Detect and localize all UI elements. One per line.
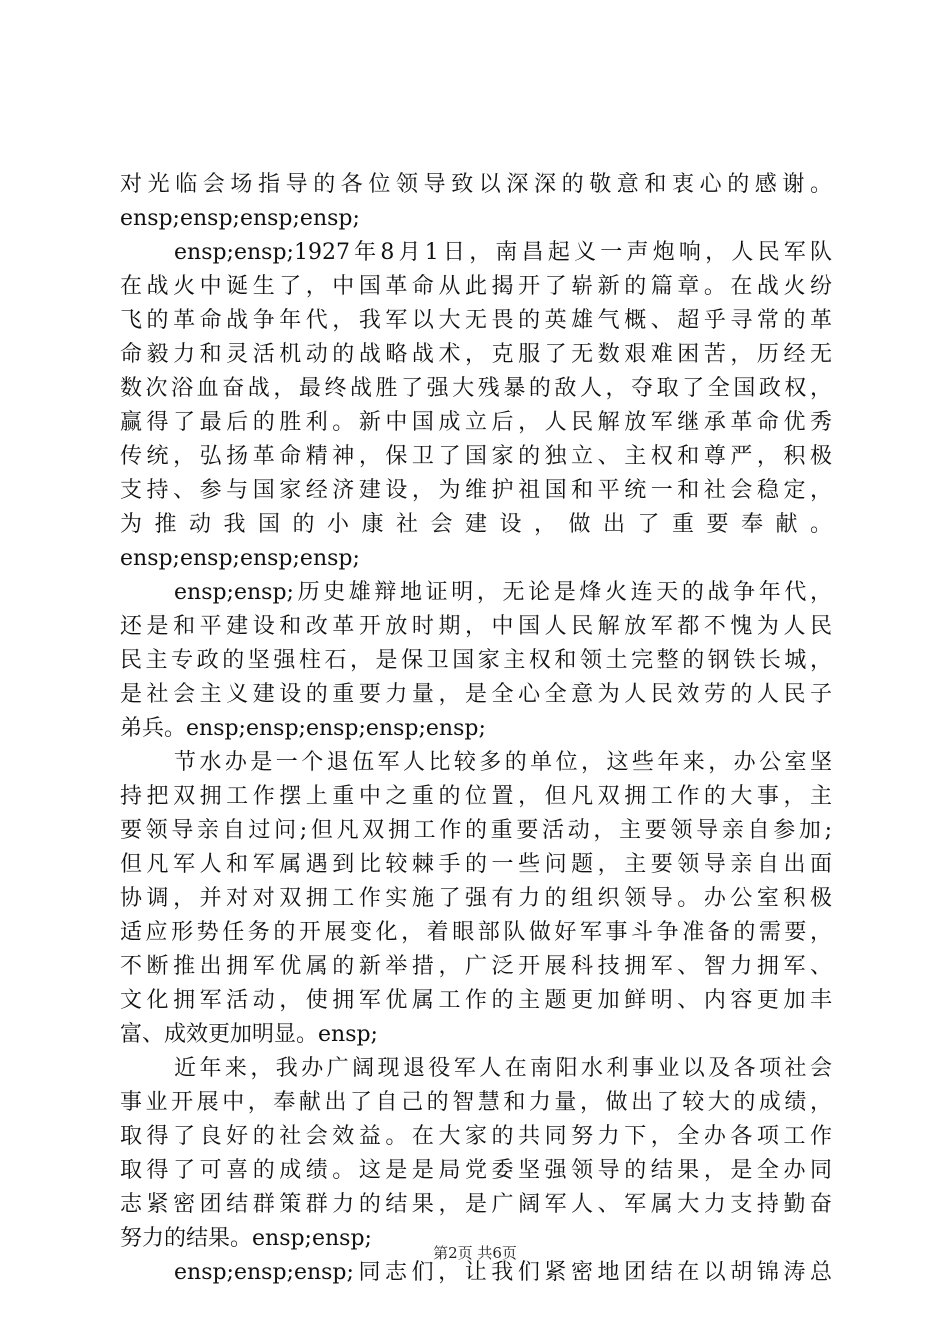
text-line: 近年来，我办广阔现退役军人在南阳水利事业以及各项社会	[174, 1056, 832, 1081]
text-line: 取得了可喜的成绩。这是是局党委坚强领导的结果，是全办同	[120, 1158, 832, 1183]
text-line: 在战火中诞生了，中国革命从此揭开了崭新的篇章。在战火纷	[120, 274, 832, 299]
text-line: 飞的革命战争年代，我军以大无畏的英雄气概、超乎寻常的革	[120, 308, 832, 333]
page-number-footer: 第2页 共6页	[433, 1244, 517, 1262]
text-line: ensp;ensp;1927年8月1日，南昌起义一声炮响，人民军队	[174, 240, 832, 265]
text-line: 适应形势任务的开展变化，着眼部队做好军事斗争准备的需要，	[120, 920, 832, 945]
text-line: 数次浴血奋战，最终战胜了强大残暴的敌人，夺取了全国政权，	[120, 376, 832, 401]
text-line: 传统，弘扬革命精神，保卫了国家的独立、主权和尊严，积极	[120, 444, 832, 469]
text-line: 不断推出拥军优属的新举措，广泛开展科技拥军、智力拥军、	[120, 954, 832, 979]
text-line: 弟兵。ensp;ensp;ensp;ensp;ensp;	[120, 716, 486, 741]
text-line: ensp;ensp;ensp;ensp;	[120, 546, 360, 571]
text-line: 为推动我国的小康社会建设，做出了重要奉献。	[120, 512, 832, 537]
text-line: 富、成效更加明显。ensp;	[120, 1022, 378, 1047]
text-line: 赢得了最后的胜利。新中国成立后，人民解放军继承革命优秀	[120, 410, 832, 435]
text-line: ensp;ensp;ensp;同志们，让我们紧密地团结在以胡锦涛总	[174, 1260, 832, 1285]
text-line: 是社会主义建设的重要力量，是全心全意为人民效劳的人民子	[120, 682, 832, 707]
text-line: 支持、参与国家经济建设，为维护祖国和平统一和社会稳定，	[120, 478, 832, 503]
text-line: 还是和平建设和改革开放时期，中国人民解放军都不愧为人民	[120, 614, 832, 639]
text-line: 事业开展中，奉献出了自己的智慧和力量，做出了较大的成绩，	[120, 1090, 832, 1115]
text-line: ensp;ensp;历史雄辩地证明，无论是烽火连天的战争年代，	[174, 580, 832, 605]
text-line: 要领导亲自过问;但凡双拥工作的重要活动，主要领导亲自参加;	[120, 818, 832, 843]
text-line: 命毅力和灵活机动的战略战术，克服了无数艰难困苦，历经无	[120, 342, 832, 367]
text-line: 努力的结果。ensp;ensp;	[120, 1226, 372, 1251]
text-line: 持把双拥工作摆上重中之重的位置，但凡双拥工作的大事，主	[120, 784, 832, 809]
text-line: 协调，并对对双拥工作实施了强有力的组织领导。办公室积极	[120, 886, 832, 911]
text-line: 取得了良好的社会效益。在大家的共同努力下，全办各项工作	[120, 1124, 832, 1149]
text-line: 民主专政的坚强柱石，是保卫国家主权和领土完整的钢铁长城，	[120, 648, 832, 673]
text-line: 志紧密团结群策群力的结果，是广阔军人、军属大力支持勤奋	[120, 1192, 832, 1217]
text-line: 文化拥军活动，使拥军优属工作的主题更加鲜明、内容更加丰	[120, 988, 832, 1013]
text-line: ensp;ensp;ensp;ensp;	[120, 206, 360, 231]
text-line: 对光临会场指导的各位领导致以深深的敬意和衷心的感谢。	[120, 172, 832, 197]
text-line: 节水办是一个退伍军人比较多的单位，这些年来，办公室坚	[174, 750, 832, 775]
text-line: 但凡军人和军属遇到比较棘手的一些问题，主要领导亲自出面	[120, 852, 832, 877]
